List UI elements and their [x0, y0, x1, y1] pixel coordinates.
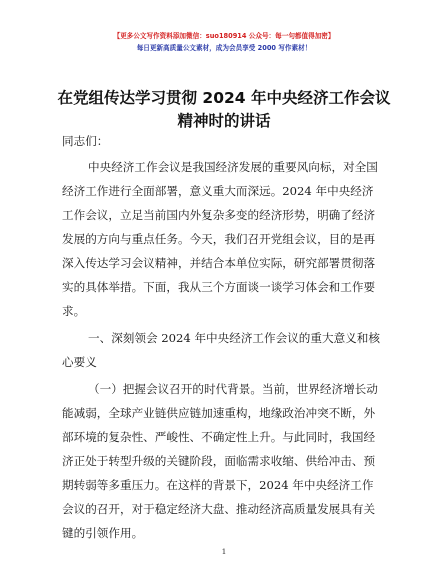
paragraph-line: 中央经济工作会议是我国经济发展的重要风向标，对全国	[88, 160, 378, 174]
page-number: 1	[221, 547, 227, 556]
section-heading-line: 心要义	[62, 355, 97, 369]
paragraph-line: 发展的方向与重点任务。今天，我们召开党组会议，目的是再	[62, 232, 376, 246]
section-heading-line: 一、深刻领会 2024 年中央经济工作会议的重大意义和核	[88, 331, 380, 345]
paragraph-line: 键的引领作用。	[62, 526, 144, 540]
paragraph-line: 经济工作进行全面部署，意义重大而深远。2024 年中央经济	[62, 184, 374, 198]
paragraph-line: 期转弱等多重压力。在这样的背景下，2024 年中央经济工作	[62, 478, 374, 492]
paragraph-line: （一）把握会议召开的时代背景。当前，世界经济增长动	[88, 382, 378, 396]
paragraph-line: 能减弱，全球产业链供应链加速重构，地缘政治冲突不断，外	[62, 406, 376, 420]
paragraph-line: 深入传达学习会议精神，并结合本单位实际，研究部署贯彻落	[62, 256, 376, 270]
promo-banner-line-1: 【更多公文写作资料添加微信：suo180914 公众号：每一句都值得加密】	[113, 32, 335, 40]
paragraph-line: 部环境的复杂性、严峻性、不确定性上升。与此同时，我国经	[62, 430, 376, 444]
paragraph-line: 求。	[62, 304, 86, 318]
paragraph-line: 工作会议，立足当前国内外复杂多变的经济形势，明确了经济	[62, 208, 376, 222]
paragraph-line: 会议的召开，对于稳定经济大盘、推动经济高质量发展具有关	[62, 502, 376, 516]
promo-banner-line-2: 每日更新高质量公文素材，成为会员享受 2000 写作素材！	[136, 44, 312, 52]
salutation: 同志们：	[62, 134, 109, 148]
paragraph-line: 实的具体举措。下面，我从三个方面谈一谈学习体会和工作要	[62, 280, 376, 294]
document-title-line-2: 精神时的讲话	[177, 112, 271, 130]
document-title-line-1: 在党组传达学习贯彻 2024 年中央经济工作会议	[57, 89, 391, 107]
paragraph-line: 济正处于转型升级的关键阶段，面临需求收缩、供给冲击、预	[62, 454, 376, 468]
